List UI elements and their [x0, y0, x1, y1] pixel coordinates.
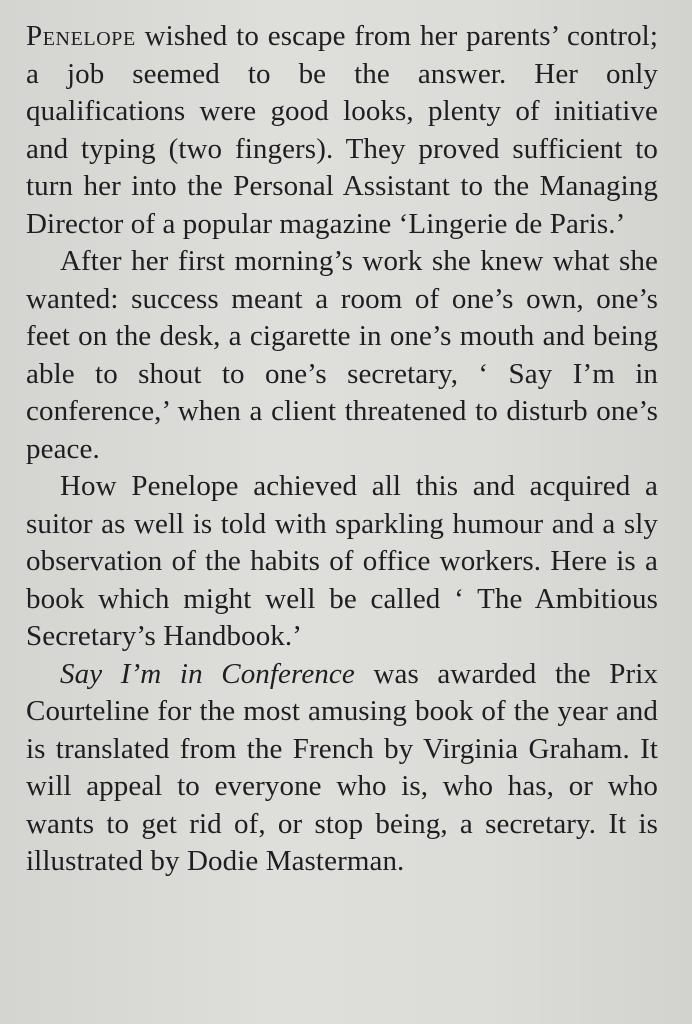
- paragraph-achievement-text: How Penelope achieved all this and acquired a suitor as well is told with sparkling humour and a sly observation of the habits of office workers. Here is a book which might well be called ‘ The Ambitious Secretary’s Handbook.’: [26, 470, 658, 652]
- paragraph-first-morning: [26, 243, 658, 468]
- blurb-text: [26, 18, 658, 881]
- paragraph-intro-text: wished to escape from her parents’ control; a job seemed to be the answer. Her only qualifications were good looks, plenty of initiative and typing (two fingers). They proved sufficient to turn her into the Personal Assistant to the Managing Director of a popular magazine ‘Lingerie de Paris.’: [26, 20, 658, 240]
- paragraph-award-text: was awarded the Prix Courteline for the most amusing book of the year and is translated from the French by Virginia Graham. It will appeal to everyone who is, who has, or who wants to get rid of, or stop being, a secretary. It is illustrated by Dodie Masterman.: [26, 657, 659, 877]
- book-title: Say I’m in Conference: [60, 657, 355, 690]
- lead-name: Penelope: [26, 20, 136, 52]
- paragraph-first-morning-text: After her first morning’s work she knew what she wanted: success meant a room of one’s own, one’s feet on the desk, a cigarette in one’s mouth and being able to shout to one’s secretary, ‘ Say I’m in conference,’ when a client threatened to disturb one’s peace.: [26, 245, 658, 465]
- paragraph-achievement: [26, 468, 658, 656]
- paragraph-intro: [26, 18, 658, 243]
- paragraph-award: [26, 656, 658, 881]
